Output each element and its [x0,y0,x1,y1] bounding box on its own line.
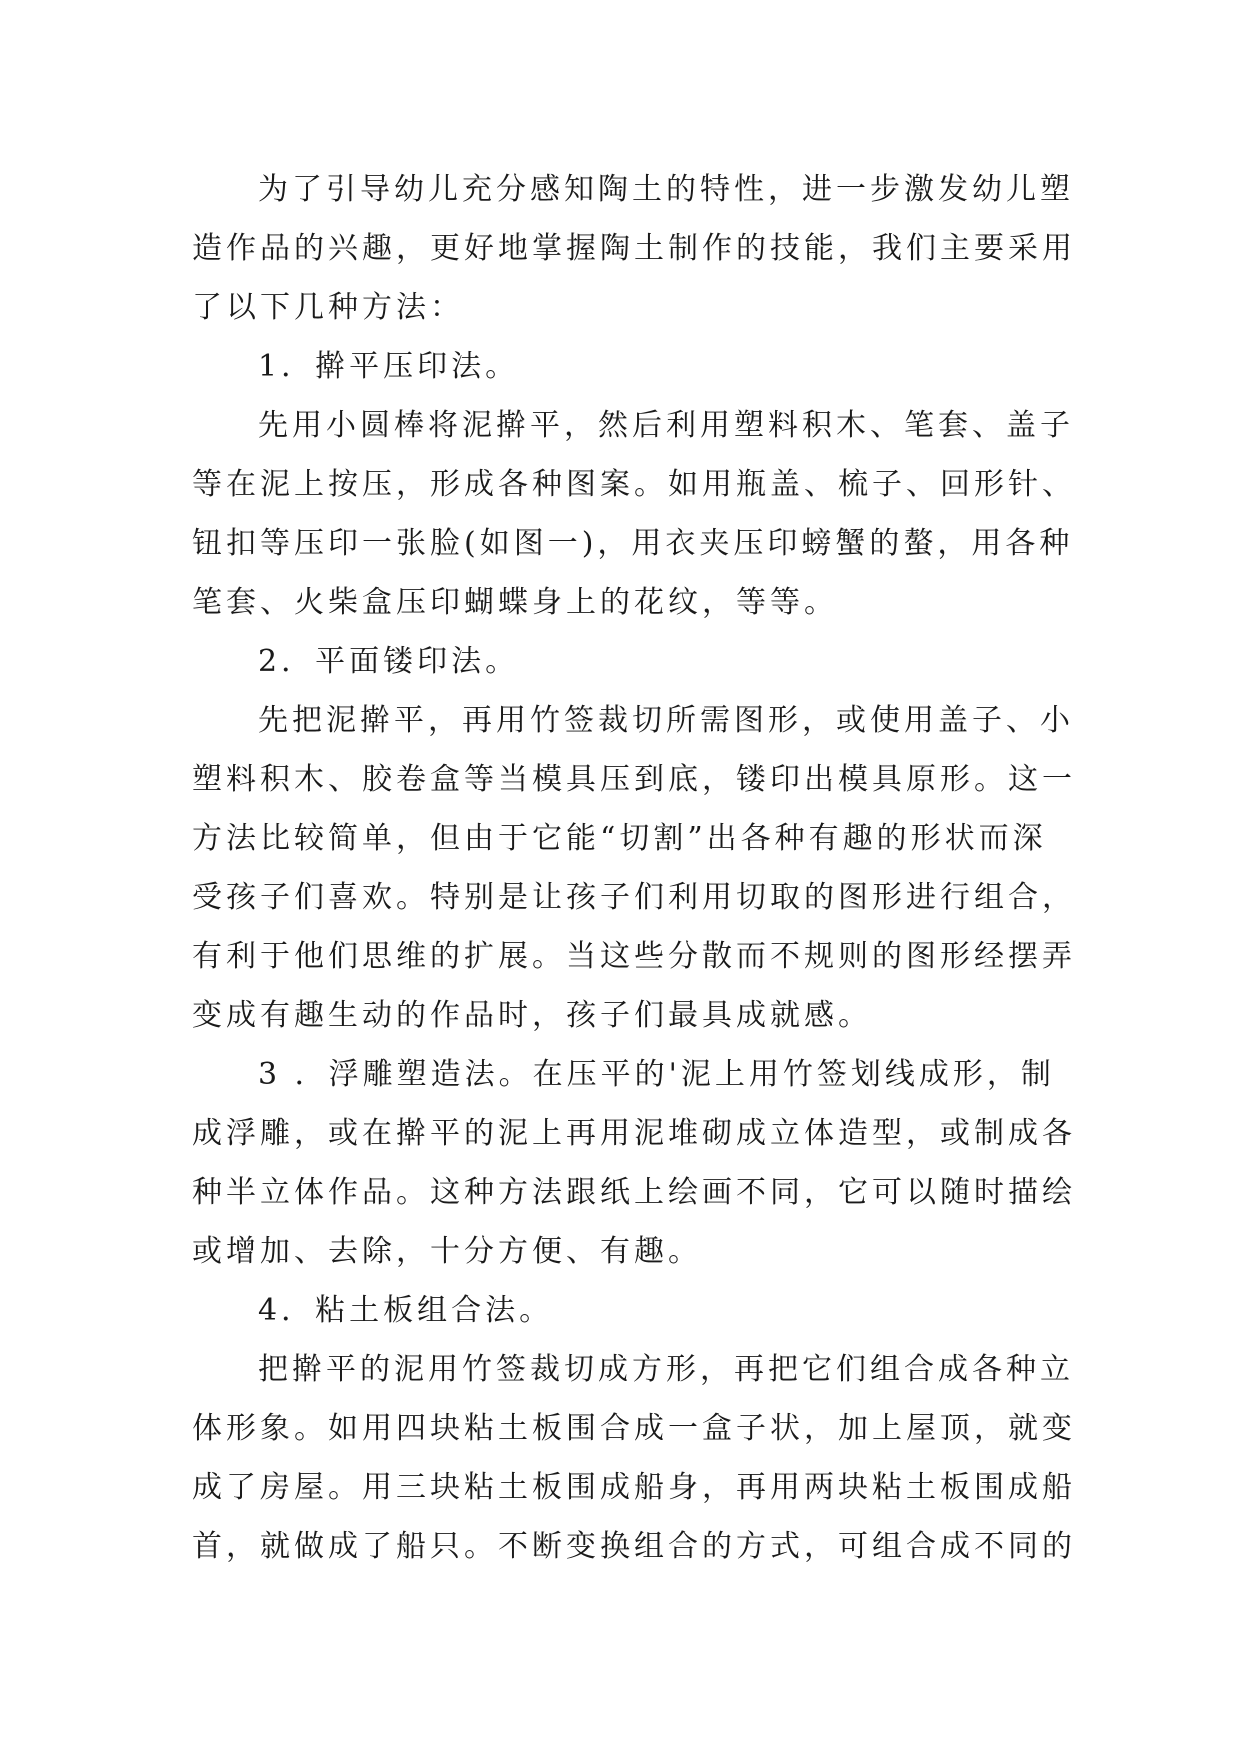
text-line: 为了引导幼儿充分感知陶土的特性，进一步激发幼儿塑 [258,172,1074,207]
text-line: 成了房屋。用三块粘土板围成船身，再用两块粘土板围成船 [192,1470,1076,1505]
text-line: 方法比较简单，但由于它能“切割”出各种有趣的形状而深 [192,821,1047,856]
text-line: 笔套、火柴盒压印蝴蝶身上的花纹，等等。 [192,585,838,620]
text-line: 成浮雕，或在擀平的泥上再用泥堆砌成立体造型，或制成各 [192,1116,1076,1151]
method-heading-2: 2．平面镂印法。 [258,644,520,679]
text-line: 把擀平的泥用竹签裁切成方形，再把它们组合成各种立 [258,1352,1074,1387]
text-line: 塑料积木、胶卷盒等当模具压到底，镂印出模具原形。这一 [192,762,1076,797]
text-line: 了以下几种方法： [192,290,464,325]
method-heading-4: 4．粘土板组合法。 [258,1293,554,1328]
document-body [192,160,1076,1576]
text-line: 造作品的兴趣，更好地掌握陶土制作的技能，我们主要采用 [192,231,1076,266]
method-heading-3: 3 ．浮雕塑造法。在压平的'泥上用竹签划线成形，制 [258,1057,1055,1092]
method-heading-1: 1．擀平压印法。 [258,349,520,384]
text-line: 有利于他们思维的扩展。当这些分散而不规则的图形经摆弄 [192,939,1076,974]
text-line: 种半立体作品。这种方法跟纸上绘画不同，它可以随时描绘 [192,1175,1076,1210]
text-line: 钮扣等压印一张脸(如图一)，用衣夹压印螃蟹的螯，用各种 [192,526,1074,561]
text-line: 先用小圆棒将泥擀平，然后利用塑料积木、笔套、盖子 [258,408,1074,443]
text-line: 或增加、去除，十分方便、有趣。 [192,1234,702,1269]
text-line: 变成有趣生动的作品时，孩子们最具成就感。 [192,998,872,1033]
text-line: 先把泥擀平，再用竹签裁切所需图形，或使用盖子、小 [258,703,1074,738]
text-line: 首，就做成了船只。不断变换组合的方式，可组合成不同的 [192,1529,1076,1564]
text-line: 等在泥上按压，形成各种图案。如用瓶盖、梳子、回形针、 [192,467,1076,502]
text-line: 受孩子们喜欢。特别是让孩子们利用切取的图形进行组合， [192,880,1076,915]
text-line: 体形象。如用四块粘土板围合成一盒子状，加上屋顶，就变 [192,1411,1076,1446]
